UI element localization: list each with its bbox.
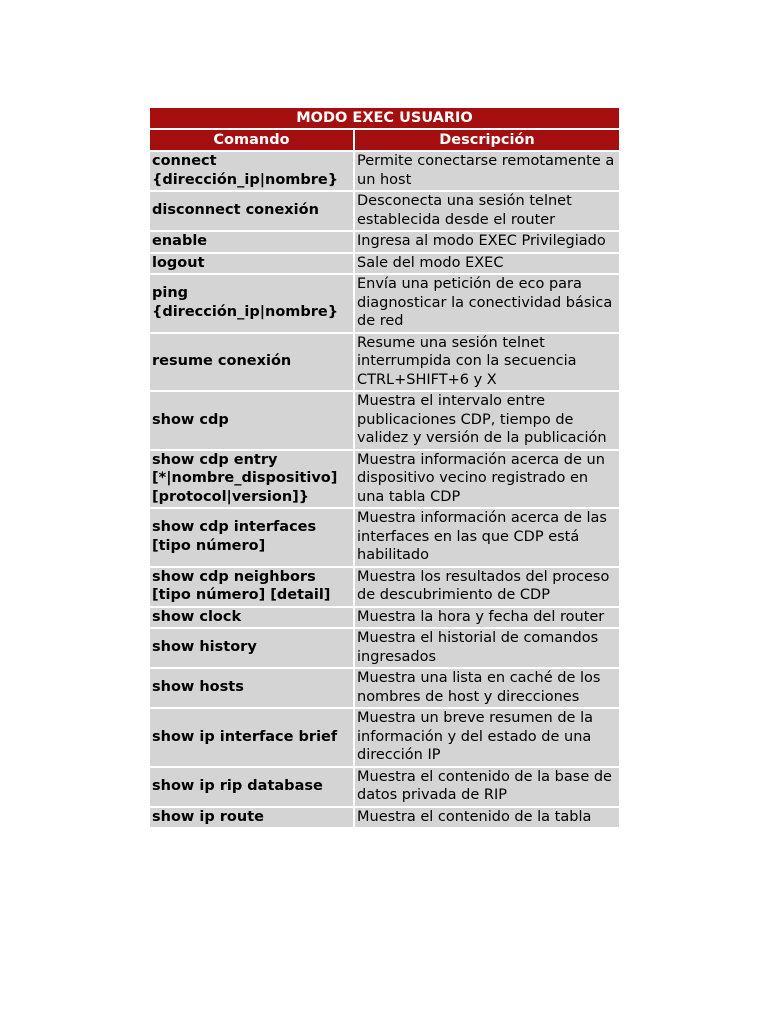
table-title-row bbox=[150, 108, 619, 130]
command-cell: show cdp neighbors [tipo número] [detail] bbox=[150, 568, 355, 608]
table-row bbox=[150, 192, 619, 232]
table-header-row bbox=[150, 130, 619, 152]
command-cell: show cdp entry [*|nombre_dispositivo] [protocol|version]} bbox=[150, 451, 355, 510]
command-cell: logout bbox=[150, 254, 355, 276]
table-row bbox=[150, 254, 619, 276]
command-cell: show ip route bbox=[150, 808, 355, 830]
description-cell: Envía una petición de eco para diagnosticar la conectividad básica de red bbox=[355, 275, 619, 334]
description-cell: Sale del modo EXEC bbox=[355, 254, 619, 276]
description-cell: Muestra el intervalo entre publicaciones CDP, tiempo de validez y versión de la publicación bbox=[355, 392, 619, 451]
table-row bbox=[150, 152, 619, 192]
command-cell: show ip rip database bbox=[150, 768, 355, 808]
description-cell: Ingresa al modo EXEC Privilegiado bbox=[355, 232, 619, 254]
command-cell: show history bbox=[150, 629, 355, 669]
command-cell: show cdp bbox=[150, 392, 355, 451]
description-cell: Desconecta una sesión telnet establecida desde el router bbox=[355, 192, 619, 232]
table-row bbox=[150, 808, 619, 830]
description-cell: Muestra información acerca de las interfaces en las que CDP está habilitado bbox=[355, 509, 619, 568]
description-cell: Resume una sesión telnet interrumpida con la secuencia CTRL+SHIFT+6 y X bbox=[355, 334, 619, 393]
column-header-description: Descripción bbox=[355, 130, 619, 152]
table-row bbox=[150, 509, 619, 568]
table-row bbox=[150, 768, 619, 808]
table-title: MODO EXEC USUARIO bbox=[150, 108, 619, 130]
command-cell: disconnect conexión bbox=[150, 192, 355, 232]
column-header-command: Comando bbox=[150, 130, 355, 152]
description-cell: Muestra una lista en caché de los nombres de host y direcciones bbox=[355, 669, 619, 709]
command-cell: show cdp interfaces [tipo número] bbox=[150, 509, 355, 568]
command-cell: show ip interface brief bbox=[150, 709, 355, 768]
table-row bbox=[150, 669, 619, 709]
table-row bbox=[150, 392, 619, 451]
table-row bbox=[150, 568, 619, 608]
description-cell: Muestra el contenido de la base de datos privada de RIP bbox=[355, 768, 619, 808]
table-row bbox=[150, 709, 619, 768]
command-cell: show hosts bbox=[150, 669, 355, 709]
table-row bbox=[150, 275, 619, 334]
description-cell: Muestra un breve resumen de la información y del estado de una dirección IP bbox=[355, 709, 619, 768]
table-row bbox=[150, 629, 619, 669]
description-cell: Muestra información acerca de un dispositivo vecino registrado en una tabla CDP bbox=[355, 451, 619, 510]
description-cell: Muestra la hora y fecha del router bbox=[355, 608, 619, 630]
table-row bbox=[150, 451, 619, 510]
table-row bbox=[150, 334, 619, 393]
description-cell: Muestra el contenido de la tabla bbox=[355, 808, 619, 830]
command-cell: show clock bbox=[150, 608, 355, 630]
table-row bbox=[150, 232, 619, 254]
command-cell: connect {dirección_ip|nombre} bbox=[150, 152, 355, 192]
table-row bbox=[150, 608, 619, 630]
command-table bbox=[150, 108, 619, 829]
description-cell: Muestra los resultados del proceso de descubrimiento de CDP bbox=[355, 568, 619, 608]
command-cell: enable bbox=[150, 232, 355, 254]
command-cell: ping {dirección_ip|nombre} bbox=[150, 275, 355, 334]
description-cell: Muestra el historial de comandos ingresados bbox=[355, 629, 619, 669]
description-cell: Permite conectarse remotamente a un host bbox=[355, 152, 619, 192]
command-cell: resume conexión bbox=[150, 334, 355, 393]
